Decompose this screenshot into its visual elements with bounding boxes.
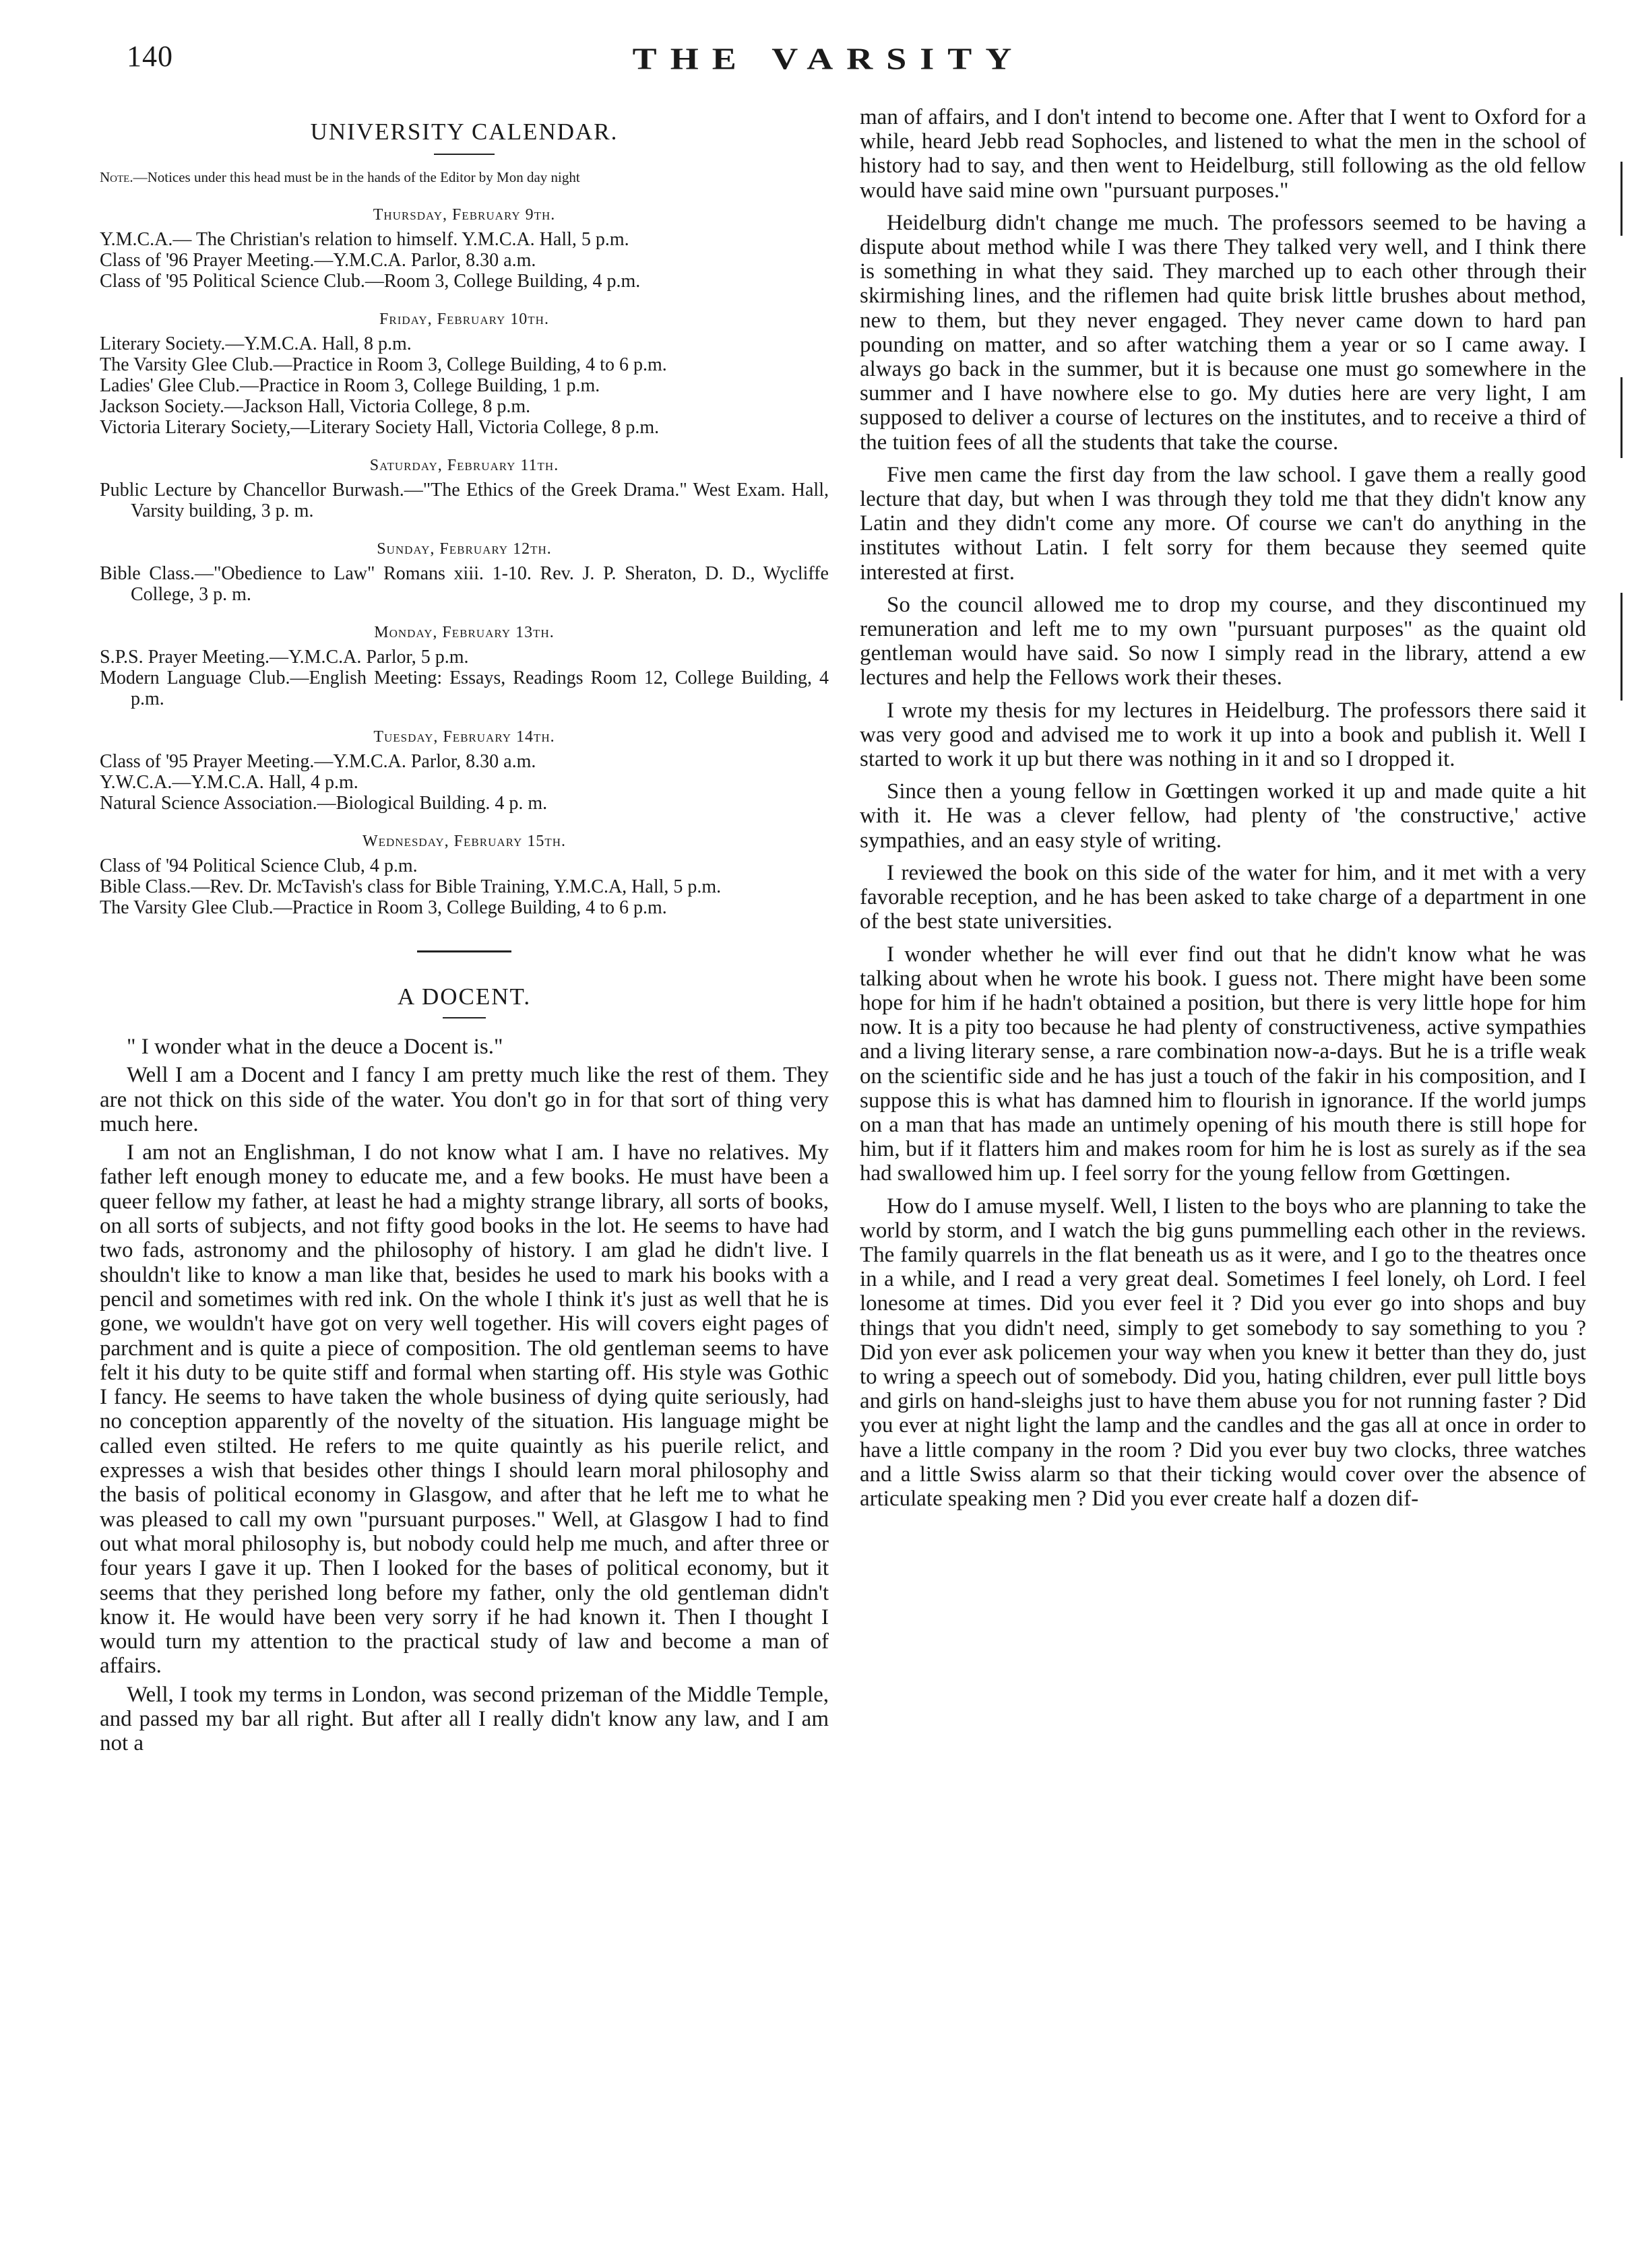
divider bbox=[434, 154, 495, 155]
calendar-entry: Public Lecture by Chancellor Burwash.—"The Ethics of the Greek Drama." West Exam. Hall, Varsity building, 3 p. m. bbox=[100, 480, 829, 521]
calendar-entry: Y.M.C.A.— The Christian's relation to himself. Y.M.C.A. Hall, 5 p.m. bbox=[100, 229, 629, 250]
calendar-day bbox=[100, 622, 829, 709]
day-heading: Wednesday, February 15th. bbox=[362, 833, 566, 850]
calendar-entry: Ladies' Glee Club.—Practice in Room 3, College Building, 1 p.m. bbox=[100, 375, 600, 396]
calendar-entry: Class of '95 Prayer Meeting.—Y.M.C.A. Parlor, 8.30 a.m. bbox=[100, 751, 536, 772]
article-paragraph: Five men came the first day from the law school. I gave them a really good lecture that day, but when I was through they told me that they didn't know any Latin and they didn't come any more. Of course we can't do anything in the institutes without Latin. I felt sorry for them because they seemed quite interested at first. bbox=[860, 462, 1586, 585]
calendar-day bbox=[100, 205, 829, 292]
article-paragraph: Since then a young fellow in Gœttingen worked it up and made quite a hit with it. He was a clever fellow, had plenty of 'the constructive,' active sympathies, and an easy style of writing. bbox=[860, 779, 1586, 853]
calendar-note bbox=[100, 168, 829, 186]
note-text: —Notices under this head must be in the hands of the Editor by Mon day night bbox=[133, 169, 580, 185]
page-edge-rule bbox=[1620, 162, 1623, 236]
article-title: A DOCENT. bbox=[397, 983, 532, 1010]
article-paragraph: " I wonder what in the deuce a Docent is." bbox=[127, 1035, 503, 1059]
calendar-day bbox=[100, 727, 829, 814]
left-column bbox=[100, 108, 829, 1760]
article-paragraph: I wonder whether he will ever find out that he didn't know what he was talking about when he wrote his book. I guess not. There might have been some hope for him if he hadn't obtained a position, but there is very little hope for him now. It is a pity too because he had plenty of constructiveness, active sympathies and a living literary sense, a rare combination now-a-days. But he is a trifle weak on the scientific side and he has just a touch of the fakir in his composition, and I suppose this is what has damned him to flourish in ignorance. If the world jumps on a man that has made an untimely opening of his mouth there is still hope for him, but if it flatters him and makes room for him he is lost as surely as if the sea had swallowed him up. I feel sorry for the young fellow from Gœttingen. bbox=[860, 942, 1586, 1186]
calendar-title: UNIVERSITY CALENDAR. bbox=[310, 119, 619, 145]
calendar-entry: Class of '94 Political Science Club, 4 p.m. bbox=[100, 855, 418, 876]
masthead: THE VARSITY bbox=[632, 41, 1026, 76]
calendar-entry: Bible Class.—Rev. Dr. McTavish's class for Bible Training, Y.M.C.A, Hall, 5 p.m. bbox=[100, 876, 722, 897]
calendar-entry: The Varsity Glee Club.—Practice in Room 3, College Building, 4 to 6 p.m. bbox=[100, 897, 667, 918]
calendar-day bbox=[100, 455, 829, 521]
article-paragraph: I am not an Englishman, I do not know what I am. I have no relatives. My father left enough money to educate me, and a few books. He must have been a queer fellow my father, at least he had a mighty strange library, all sorts of books, on all sorts of subjects, and not fifty good books in the lot. He seems to have had two fads, astronomy and the philosophy of history. I am glad he didn't live. I shouldn't like to know a man like that, besides he used to mark his books with a pencil and sometimes with red ink. On the whole I think it's just as well that he is gone, we wouldn't have got on very well together. His will covers eight pages of parchment and is quite a piece of composition. The old gentleman seems to have felt it his duty to be quite stiff and formal when starting off. His style was Gothic I fancy. He seems to have taken the whole business of dying quite seriously, had no conception apparently of the novelty of the situation. His language might be called even stilted. He refers to me quite quaintly as his puerile relict, and expresses a wish that besides other things I should learn moral philosophy and the basis of political economy in Glasgow, and after that he left me to what he was pleased to call my own "pursuant purposes." Well, at Glasgow I had to find out what moral philosophy is, but nobody could help me much, and after three or four years I gave it up. Then I looked for the bases of political economy, but it seems that they perished long before my father, only the old gentleman didn't know it. He would have been very sorry if he had known it. Then I thought I would turn my attention to the practical study of law and become a man of affairs. bbox=[100, 1140, 829, 1679]
divider bbox=[443, 1017, 486, 1018]
article-right-text bbox=[860, 105, 1586, 1511]
article-paragraph: Well, I took my terms in London, was second prizeman of the Middle Temple, and passed my bar all right. But after all I really didn't know any law, and I am not a bbox=[100, 1682, 829, 1756]
calendar-entry: Jackson Society.—Jackson Hall, Victoria College, 8 p.m. bbox=[100, 396, 531, 417]
calendar-entry: The Varsity Glee Club.—Practice in Room 3, College Building, 4 to 6 p.m. bbox=[100, 354, 667, 375]
calendar-day bbox=[100, 831, 829, 918]
article-paragraph: Heidelburg didn't change me much. The professors seemed to be having a dispute about method while I was there They talked very well, and I think there is something in what they said. They marched up to each other through their skirmishing lines, and the riflemen had quite brisk little brushes about method, new to them, but they never engaged. They never came down to hard pan pounding on matter, and so after watching them a year or so I came away. I always go back in the summer, but it is because one must go somewhere in the summer and I have nowhere else to go. My duties here are very light, I am supposed to deliver a course of lectures on the institutes, and to receive a third of the tuition fees of all the students that take the course. bbox=[860, 210, 1586, 455]
day-heading: Saturday, February 11th. bbox=[369, 457, 559, 474]
calendar-day bbox=[100, 309, 829, 438]
calendar-entry: Class of '95 Political Science Club.—Room 3, College Building, 4 p.m. bbox=[100, 271, 641, 292]
article-left-text bbox=[100, 1035, 829, 1756]
calendar-days bbox=[100, 205, 829, 918]
calendar-entry: Bible Class.—"Obedience to Law" Romans xiii. 1-10. Rev. J. P. Sheraton, D. D., Wycliffe College, 3 p. m. bbox=[100, 563, 829, 605]
day-heading: Thursday, February 9th. bbox=[373, 206, 556, 224]
calendar-day bbox=[100, 539, 829, 605]
section-divider bbox=[417, 950, 511, 952]
day-heading: Tuesday, February 14th. bbox=[373, 728, 555, 746]
page-number: 140 bbox=[127, 40, 173, 73]
calendar-entry: Literary Society.—Y.M.C.A. Hall, 8 p.m. bbox=[100, 333, 412, 354]
calendar-entry: Y.W.C.A.—Y.M.C.A. Hall, 4 p.m. bbox=[100, 772, 358, 793]
article-paragraph: How do I amuse myself. Well, I listen to the boys who are planning to take the world by storm, and I watch the big guns pummelling each other in the reviews. The family quarrels in the flat beneath us as it were, and I go to the theatres once in a while, and I read a very great deal. Sometimes I feel lonely, oh Lord. I feel lonesome at times. Did you ever feel it ? Did you ever go into shops and buy things that you didn't need, simply to get somebody to say something to you ? Did yon ever ask policemen your way when you knew it better than they do, just to wring a speech out of somebody. Did you, hating children, ever pull little boys and girls on hand-sleighs just to have them abuse you for not running faster ? Did you ever at night light the lamp and the candles and the gas all at once in order to have a little company in the room ? Did you ever buy two clocks, three watches and a little Swiss alarm so that their ticking would cover over the absence of articulate speaking men ? Did you ever create half a dozen dif- bbox=[860, 1194, 1586, 1511]
note-label: Note. bbox=[100, 169, 133, 185]
article-paragraph: So the council allowed me to drop my course, and they discontinued my remuneration and left me to my own "pursuant purposes" as the quaint old gentleman would have said. So now I simply read in the library, attend a ew lectures and help the Fellows work their theses. bbox=[860, 592, 1586, 690]
calendar-entry: Victoria Literary Society,—Literary Society Hall, Victoria College, 8 p.m. bbox=[100, 417, 660, 438]
article-paragraph: Well I am a Docent and I fancy I am pretty much like the rest of them. They are not thick on this side of the water. You don't go in for that sort of thing very much here. bbox=[100, 1063, 829, 1136]
article-paragraph: man of affairs, and I don't intend to become one. After that I went to Oxford for a while, heard Jebb read Sophocles, and listened to what the men in the school of history had to say, and then went to Heidelburg, still following as the old fellow would have said mine own "pursuant purposes." bbox=[860, 105, 1586, 203]
calendar-entry: Class of '96 Prayer Meeting.—Y.M.C.A. Parlor, 8.30 a.m. bbox=[100, 250, 536, 271]
calendar-entry: S.P.S. Prayer Meeting.—Y.M.C.A. Parlor, 5 p.m. bbox=[100, 647, 469, 668]
right-column bbox=[860, 105, 1586, 1519]
article-paragraph: I wrote my thesis for my lectures in Heidelburg. The professors there said it was very good and advised me to work it up into a book and publish it. Well I started to work it up but there was nothing in it and so I dropped it. bbox=[860, 698, 1586, 772]
day-heading: Sunday, February 12th. bbox=[377, 540, 552, 558]
page-edge-rule bbox=[1620, 377, 1623, 458]
page-edge-rule bbox=[1620, 593, 1623, 701]
day-heading: Friday, February 10th. bbox=[379, 311, 549, 328]
calendar-entry: Modern Language Club.—English Meeting: Essays, Readings Room 12, College Building, 4 p.m. bbox=[100, 668, 829, 709]
day-heading: Monday, February 13th. bbox=[374, 624, 555, 641]
calendar-entry: Natural Science Association.—Biological Building. 4 p. m. bbox=[100, 793, 548, 814]
article-paragraph: I reviewed the book on this side of the water for him, and it met with a very favorable reception, and he has been asked to take charge of a department in one of the best state universities. bbox=[860, 860, 1586, 934]
